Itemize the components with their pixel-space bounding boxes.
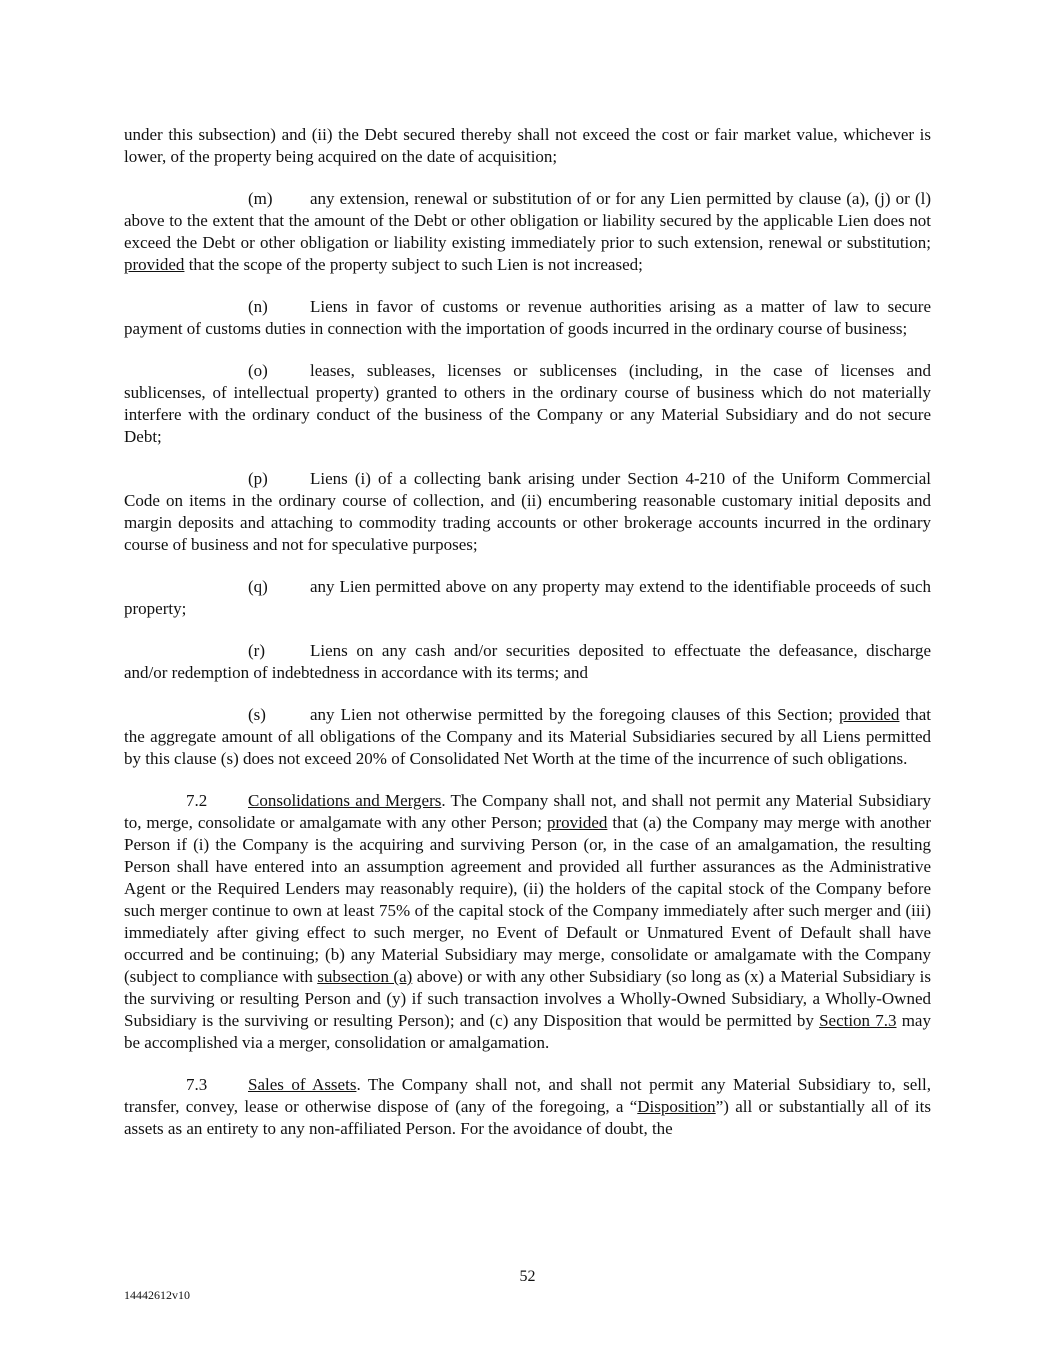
clause-label: (n)	[248, 297, 268, 316]
clause-label: (m)	[248, 189, 273, 208]
clause-text: any extension, renewal or substitution of or for any Lien permitted by clause (a), (j) or (l) above to the extent that the amount of the Debt or other obligation or liability secured by the applicable Lien does not exceed the Debt or other obligation or liability existing immediately prior to such extension, renewal or substitution;	[124, 189, 931, 252]
document-page	[124, 124, 931, 1160]
clause-label: (s)	[248, 705, 266, 724]
section-heading: Sales of Assets	[248, 1075, 357, 1094]
clause-text: Liens (i) of a collecting bank arising under Section 4-210 of the Uniform Commercial Code on items in the ordinary course of collection, and (ii) encumbering reasonable customary initial deposits and margin deposits and attaching to commodity trading accounts or other brokerage accounts incurred in the ordinary course of business and not for speculative purposes;	[124, 469, 931, 554]
clause-label: (p)	[248, 469, 268, 488]
clause-label: (o)	[248, 361, 268, 380]
section-number: 7.2	[186, 791, 208, 810]
section-7-3	[124, 1074, 931, 1140]
provided-term: provided	[546, 813, 608, 832]
continuation-paragraph	[124, 124, 931, 168]
cross-reference-section-7-3: Section 7.3	[819, 1011, 897, 1030]
clause-s	[124, 704, 931, 770]
document-id: 14442612v10	[124, 1288, 190, 1302]
cross-reference-subsection-a: subsection (a)	[317, 967, 413, 986]
section-text: that (a) the Company may merge with another Person if (i) the Company is the acquiring and surviving Person (or, in the case of an amalgamation, the resulting Person shall have entered into an assumption agreement and provided all further assurances as the Administrative Agent or the Required Lenders may reasonably require), (ii) the holders of the capital stock of the Company before such merger continue to own at least 75% of the capital stock of the Company immediately after such merger and (iii) immediately after giving effect to such merger, no Event of Default or Unmatured Event of Default shall have occurred and be continuing; (b) any Material Subsidiary may merge, consolidate or amalgamate with the Company (subject to compliance with	[124, 813, 932, 986]
defined-term-disposition: Disposition	[637, 1097, 716, 1116]
section-7-2	[124, 790, 931, 1054]
clause-q	[124, 576, 931, 620]
section-heading: Consolidations and Mergers	[248, 791, 442, 810]
clause-label: (q)	[248, 577, 268, 596]
clause-text: leases, subleases, licenses or sublicenses (including, in the case of licenses and sublicenses, of intellectual property) granted to others in the ordinary course of business which do not materially interfere with the ordinary conduct of the business of the Company or any Material Subsidiary and do not secure Debt;	[124, 361, 931, 446]
clause-r	[124, 640, 931, 684]
clause-p	[124, 468, 931, 556]
section-text: above) or with any other Subsidiary (so long as (x) a Material Subsidiary is the surviving or resulting Person and (y) if such transaction involves a Wholly-Owned Subsidiary, a Wholly-Owned Subsidiary is the surviving or resulting Person); and (c) any Disposition that would be permitted by	[124, 967, 931, 1030]
clause-label: (r)	[248, 641, 265, 660]
section-text: ”) all or substantially all of its assets as an entirety to any non-affiliated Person. For the avoidance of doubt, the	[124, 1097, 931, 1138]
clause-text: that the aggregate amount of all obligations of the Company and its Material Subsidiaries secured by all Liens permitted by this clause (s) does not exceed 20% of Consolidated Net Worth at the time of the incurrence of such obligations.	[124, 705, 931, 768]
continuation-text: under this subsection) and (ii) the Debt secured thereby shall not exceed the cost or fair market value, whichever is lower, of the property being acquired on the date of acquisition;	[124, 125, 931, 166]
section-text: may be accomplished via a merger, consolidation or amalgamation.	[124, 1011, 931, 1052]
section-number: 7.3	[186, 1075, 208, 1094]
section-text: . The Company shall not, and shall not permit any Material Subsidiary to, sell, transfer, convey, lease or otherwise dispose of (any of the foregoing, a “	[124, 1075, 931, 1116]
section-text: . The Company shall not, and shall not permit any Material Subsidiary to, merge, consolidate or amalgamate with any other Person;	[124, 791, 931, 832]
clause-m	[124, 188, 931, 276]
provided-term: provided	[124, 255, 185, 274]
clause-text: that the scope of the property subject to such Lien is not increased;	[184, 255, 643, 274]
clause-text: any Lien not otherwise permitted by the foregoing clauses of this Section;	[310, 705, 839, 724]
clause-text: Liens on any cash and/or securities deposited to effectuate the defeasance, discharge and/or redemption of indebtedness in accordance with its terms; and	[124, 641, 931, 682]
clause-text: any Lien permitted above on any property may extend to the identifiable proceeds of such property;	[124, 577, 931, 618]
clause-o	[124, 360, 931, 448]
page-number: 52	[519, 1268, 536, 1285]
clause-text: Liens in favor of customs or revenue authorities arising as a matter of law to secure payment of customs duties in connection with the importation of goods incurred in the ordinary course of business;	[124, 297, 931, 338]
provided-term: provided	[838, 705, 900, 724]
clause-n	[124, 296, 931, 340]
